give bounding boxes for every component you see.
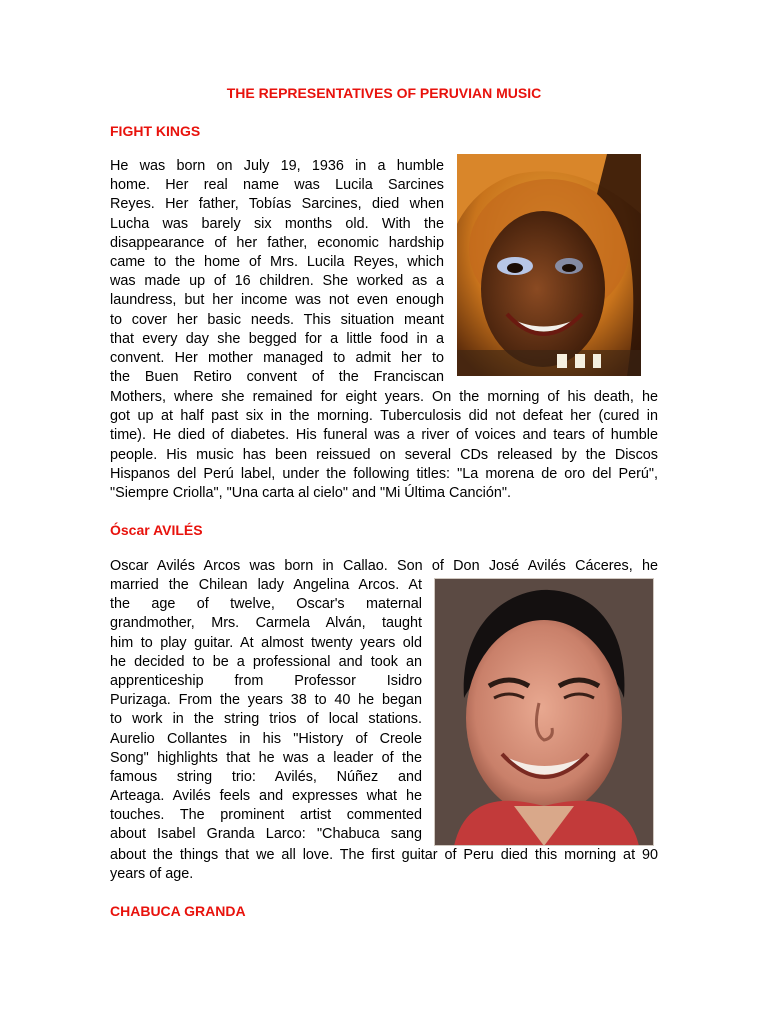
section-2-text-narrow	[110, 576, 422, 845]
text-line: apprenticeship from Professor Isidro	[110, 672, 422, 689]
text-line: Purizaga. From the years 38 to 40 he began	[110, 692, 422, 709]
text-line: got up at half past six in the morning. Tuberculosis did not defeat her (cured in	[110, 408, 658, 425]
section-heading-chabuca-granda: CHABUCA GRANDA	[110, 903, 246, 919]
portrait-lucha-reyes-image	[457, 154, 641, 376]
text-line: touches. The prominent artist commented	[110, 807, 422, 824]
text-line: home. Her real name was Lucila Sarcines	[110, 177, 444, 194]
text-line: Hispanos del Perú label, under the following titles: "La morena de oro del Perú",	[110, 465, 658, 482]
text-line: that every day she begged for a little food in a	[110, 330, 444, 347]
text-line: to cover her basic needs. This situation meant	[110, 311, 444, 328]
portrait-photo-oscar-aviles	[434, 578, 654, 846]
text-line: the Buen Retiro convent of the Franciscan	[110, 369, 444, 386]
text-line: he decided to be a professional and took an	[110, 653, 422, 670]
text-line: Oscar Avilés Arcos was born in Callao. Son of Don José Avilés Cáceres, he	[110, 558, 658, 574]
text-line: Lucha was barely six months old. With the	[110, 215, 444, 232]
section-2-text-wide	[110, 846, 658, 884]
text-line: about the things that we all love. The first guitar of Peru died this morning at 90	[110, 847, 658, 863]
section-heading-fight-kings: FIGHT KINGS	[110, 123, 201, 139]
text-line: people. His music has been reissued on several CDs released by the Discos	[110, 446, 658, 463]
text-line: was made up of 16 children. She worked as a	[110, 273, 444, 290]
section-1-text-wide	[110, 388, 658, 503]
section-heading-oscar-aviles: Óscar AVILÉS	[110, 522, 203, 538]
text-line: Song" highlights that he was a leader of the	[110, 749, 422, 766]
text-line: Mothers, where she remained for eight years. On the morning of his death, he	[110, 389, 658, 405]
portrait-oscar-aviles-image	[434, 578, 654, 846]
text-line: He was born on July 19, 1936 in a humble	[110, 158, 444, 174]
text-line: Aurelio Collantes in his "History of Creole	[110, 730, 422, 747]
text-line: came to the home of Mrs. Lucila Reyes, which	[110, 253, 444, 270]
text-line: laundress, but her income was not even enough	[110, 292, 444, 309]
text-line: the age of twelve, Oscar's maternal	[110, 596, 422, 613]
text-line: married the Chilean lady Angelina Arcos. At	[110, 577, 422, 593]
text-line: "Siempre Criolla", "Una carta al cielo" and "Mi Última Canción".	[110, 484, 511, 501]
text-line: him to play guitar. At almost twenty years old	[110, 634, 422, 651]
page-title: THE REPRESENTATIVES OF PERUVIAN MUSIC	[226, 85, 542, 101]
text-line: famous string trio: Avilés, Núñez and	[110, 768, 422, 785]
text-line: Arteaga. Avilés feels and expresses what he	[110, 788, 422, 805]
text-line: convent. Her mother managed to admit her to	[110, 349, 444, 366]
text-line: disappearance of her father, economic hardship	[110, 234, 444, 251]
text-line: years of age.	[110, 866, 194, 883]
text-line: time). He died of diabetes. His funeral was a river of voices and tears of humble	[110, 427, 658, 444]
text-line: about Isabel Granda Larco: "Chabuca sang	[110, 826, 422, 843]
text-line: to work in the string trios of local stations.	[110, 711, 422, 728]
text-line: Reyes. Her father, Tobías Sarcines, died when	[110, 196, 444, 213]
text-line: grandmother, Mrs. Carmela Alván, taught	[110, 615, 422, 632]
section-1-text-narrow	[110, 157, 444, 387]
portrait-photo-lucha-reyes	[457, 154, 641, 376]
section-2-first-line	[110, 557, 658, 576]
